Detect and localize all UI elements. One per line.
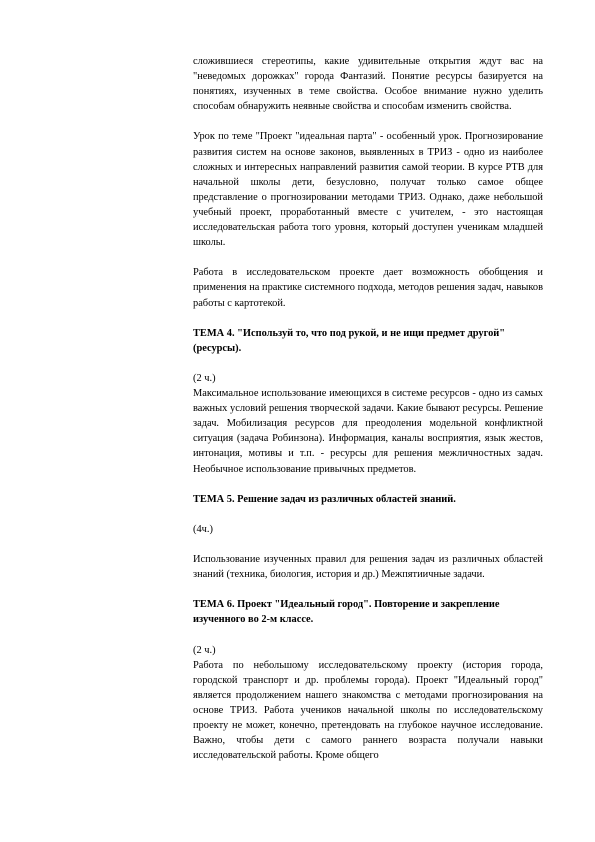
topic-6-heading: ТЕМА 6. Проект "Идеальный город". Повторение и закрепление изученного во 2-м классе. xyxy=(193,599,500,626)
paragraph-project-desk: Урок по теме "Проект "идеальная парта" - особенный урок. Прогнозирование развития систем на основе законов, выявленных в ТРИЗ - одно из наиболее сложных и интересных направлений развития самой теории. В курсе РТВ для начальной школы дети, безусловно, получат только самое общее представление о прогнозировании методами ТРИЗ. Однако, даже небольшой учебный проект, проработанный вместе с учителем, - это настоящая исследовательская работа того уровня, который доступен ученикам младшей школы. xyxy=(193,131,543,249)
topic-4-text: Максимальное использование имеющихся в системе ресурсов - одно из самых важных условий решения творческой задачи. Какие бывают ресурсы. Решение задач. Мобилизация ресурсов для преодоления модельной конфликтной ситуация (задача Робинзона). Информация, каналы восприятия, язык жестов, интонация, мотивы и т.п. - ресурсы для решения межличностных задач. Необычное использование привычных предметов. xyxy=(193,388,543,475)
topic-6-hours: (2 ч.) xyxy=(193,644,216,656)
paragraph-intro: сложившиеся стереотипы, какие удивительные открытия ждут вас на "неведомых дорожках" города Фантазий. Понятие ресурсы базируется на понятиях, изученных в теме свойства. Особое внимание нужно уделить способам обнаружить неявные свойства и способам изменить свойства. xyxy=(193,56,543,113)
topic-4-hours: (2 ч.) xyxy=(193,372,216,384)
topic-4-heading: ТЕМА 4. "Используй то, что под рукой, и не ищи предмет другой" (ресурсы). xyxy=(193,327,506,354)
paragraph-research-work: Работа в исследовательском проекте дает возможность обобщения и применения на практике системного подхода, методов решения задач, навыков работы с картотекой. xyxy=(193,267,543,309)
topic-5-hours: (4ч.) xyxy=(193,523,213,535)
topic-5-text: Использование изученных правил для решения задач из различных областей знаний (техника, биология, история и др.) Межпятиичные задачи. xyxy=(193,554,543,581)
topic-5-heading: ТЕМА 5. Решение задач из различных областей знаний. xyxy=(193,493,456,505)
topic-6-text: Работа по небольшому исследовательскому проекту (история города, городской транспорт и др. проблемы города). Проект "Идеальный город" является продолжением нашего знакомства с методами прогнозирования на основе ТРИЗ. Работа учеников начальной школы по исследовательскому проекту не может, конечно, претендовать на глубокое научное исследование. Важно, чтобы дети с самого раннего возраста получали навыки исследовательской работы. Кроме общего xyxy=(193,659,543,762)
document-page xyxy=(193,54,543,763)
